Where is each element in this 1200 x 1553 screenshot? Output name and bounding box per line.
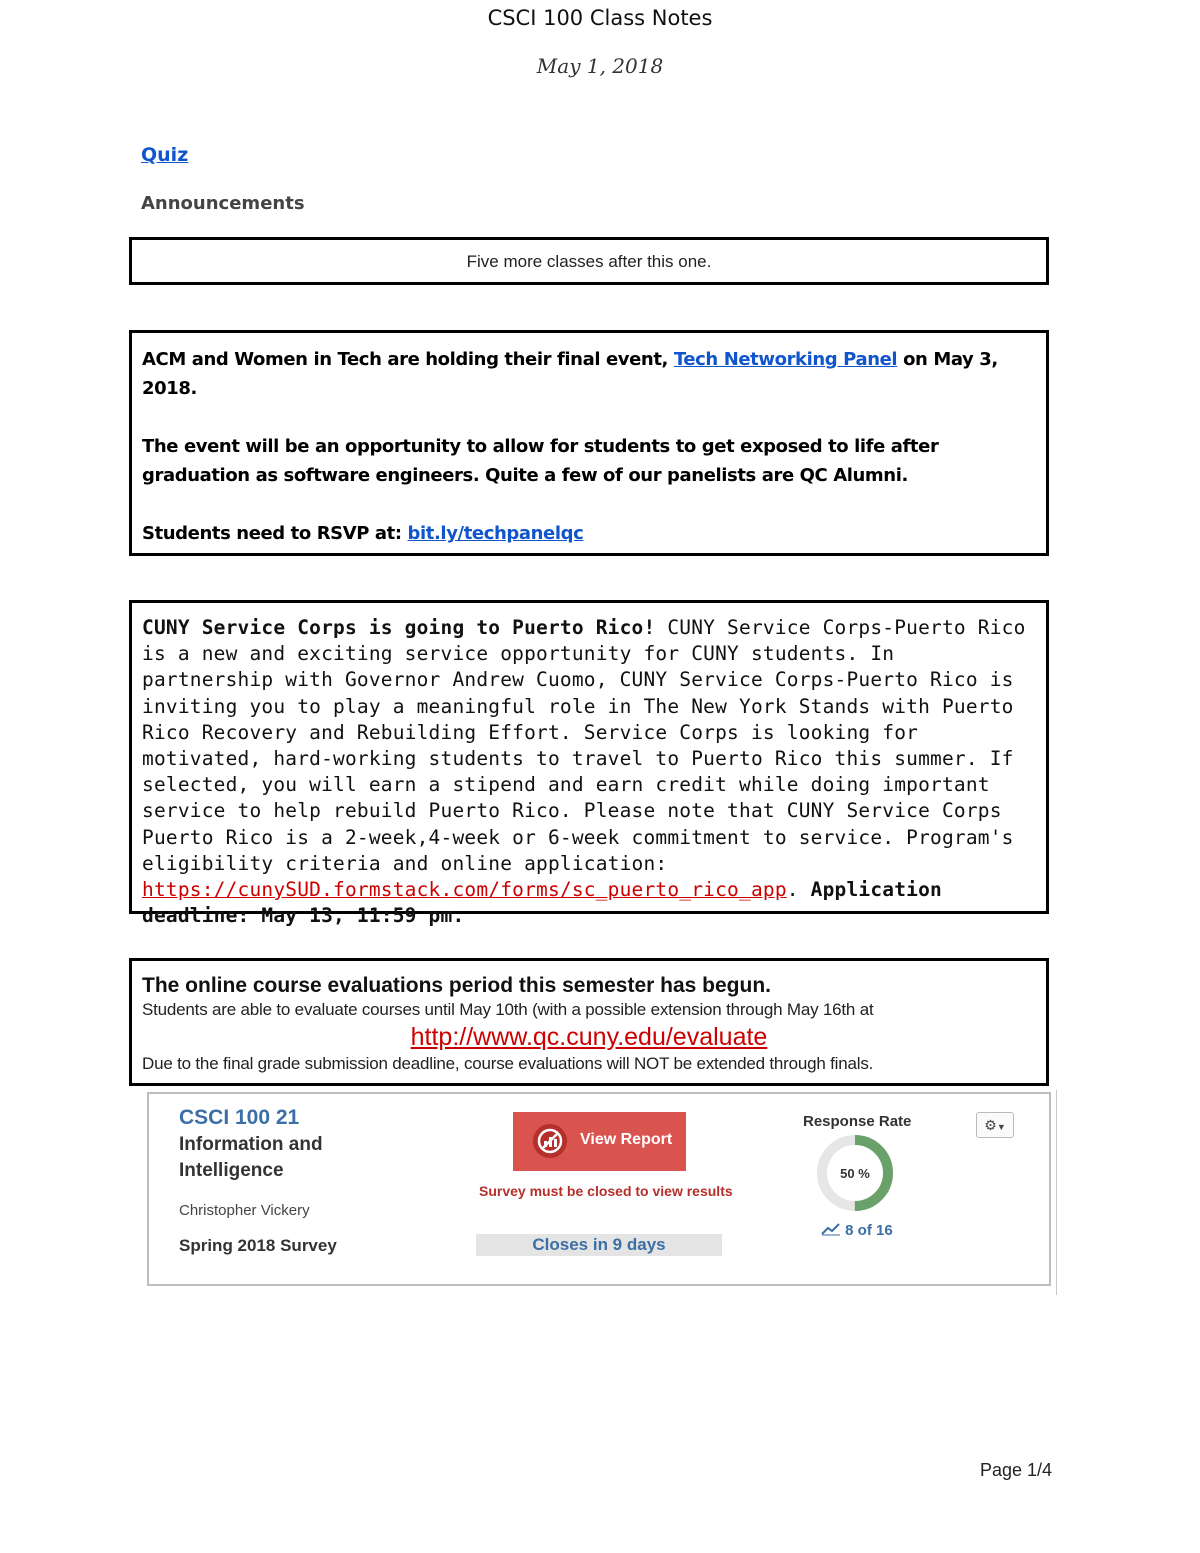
evaluate-link[interactable]: http://www.qc.cuny.edu/evaluate [410,1023,768,1051]
classes-remaining-text: Five more classes after this one. [466,252,712,271]
instructor-name: Christopher Vickery [179,1202,310,1219]
tech-networking-panel-link[interactable]: Tech Networking Panel [673,349,898,370]
caret-down-icon: ▼ [996,1122,1006,1132]
service-corps-sep: . [786,878,811,902]
response-count[interactable] [821,1222,893,1239]
survey-closed-warning: Survey must be closed to view results [479,1183,733,1199]
course-code: CSCI 100 21 [179,1106,300,1129]
tech-panel-description: The event will be an opportunity to allow for students to get exposed to life after graduation as software engineers. Quite a few of our panelists are QC Alumni. [142,436,939,486]
rsvp-paragraph [142,519,1036,548]
trend-icon [821,1222,841,1236]
closes-in-badge: Closes in 9 days [476,1234,722,1256]
announcement-box-evaluations [129,958,1049,1086]
view-report-label: View Report [580,1131,673,1148]
page-number: Page 1/4 [980,1460,1053,1480]
course-name: Information and Intelligence [179,1134,323,1181]
response-count-text: 8 of 16 [845,1222,893,1239]
rsvp-text: Students need to RSVP at: [142,523,408,544]
report-disabled-icon [533,1124,567,1158]
service-corps-application-link[interactable]: https://cunySUD.formstack.com/forms/sc_puerto_rico_app [142,878,787,902]
announcement-box-service-corps [129,600,1049,928]
service-corps-lead: CUNY Service Corps is going to Puerto Rico! [142,616,656,639]
tech-panel-date-text: on May 3, 2018. [142,349,998,399]
evaluations-heading: The online course evaluations period this semester has begun. [142,974,771,997]
announcement-box-tech-panel [129,330,1049,556]
view-report-button[interactable] [513,1112,686,1171]
service-corps-deadline: Application deadline: May 13, 11:59 pm. [142,878,942,928]
service-corps-paragraph [142,615,1036,929]
page-date: May 1, 2018 [536,54,664,78]
service-corps-body: CUNY Service Corps-Puerto Rico is a new and exciting service opportunity for CUNY students. In partnership with Governor Andrew Cuomo, CUNY Service Corps-Puerto Rico is inviting you to play a meaningful role in The New York Stands with Puerto Rico Recovery and Rebuilding Effort. Service Corps is looking for motivated, hard-working students to travel to Puerto Rico this summer. If selected, you will earn a stipend and earn credit while doing important service to help rebuild Puerto Rico. Please note that CUNY Service Corps Puerto Rico is a 2-week,4-week or 6-week commitment to service. Program's eligibility criteria and online application: [142,616,1026,875]
announcements-heading: Announcements [141,193,305,214]
survey-term: Spring 2018 Survey [179,1236,337,1255]
tech-panel-text: ACM and Women in Tech are holding their final event, [142,349,674,370]
survey-card [147,1092,1051,1286]
response-rate-donut [816,1134,894,1212]
evaluations-deadline-text: Students are able to evaluate courses until May 10th (with a possible extension through May 16th at [142,1000,874,1019]
divider-line [1056,1090,1057,1295]
quiz-link[interactable]: Quiz [141,144,189,166]
page-title: CSCI 100 Class Notes [487,6,713,30]
announcement-box-classes [129,237,1049,285]
settings-dropdown-button[interactable] [976,1112,1014,1138]
response-rate-percent: 50 % [840,1166,870,1181]
gear-icon: ⚙ [984,1117,997,1133]
tech-panel-paragraph [142,345,1036,403]
response-rate-label: Response Rate [803,1113,912,1130]
rsvp-link[interactable]: bit.ly/techpanelqc [407,523,584,544]
evaluations-finals-note: Due to the final grade submission deadline, course evaluations will NOT be extended through finals. [142,1054,874,1073]
